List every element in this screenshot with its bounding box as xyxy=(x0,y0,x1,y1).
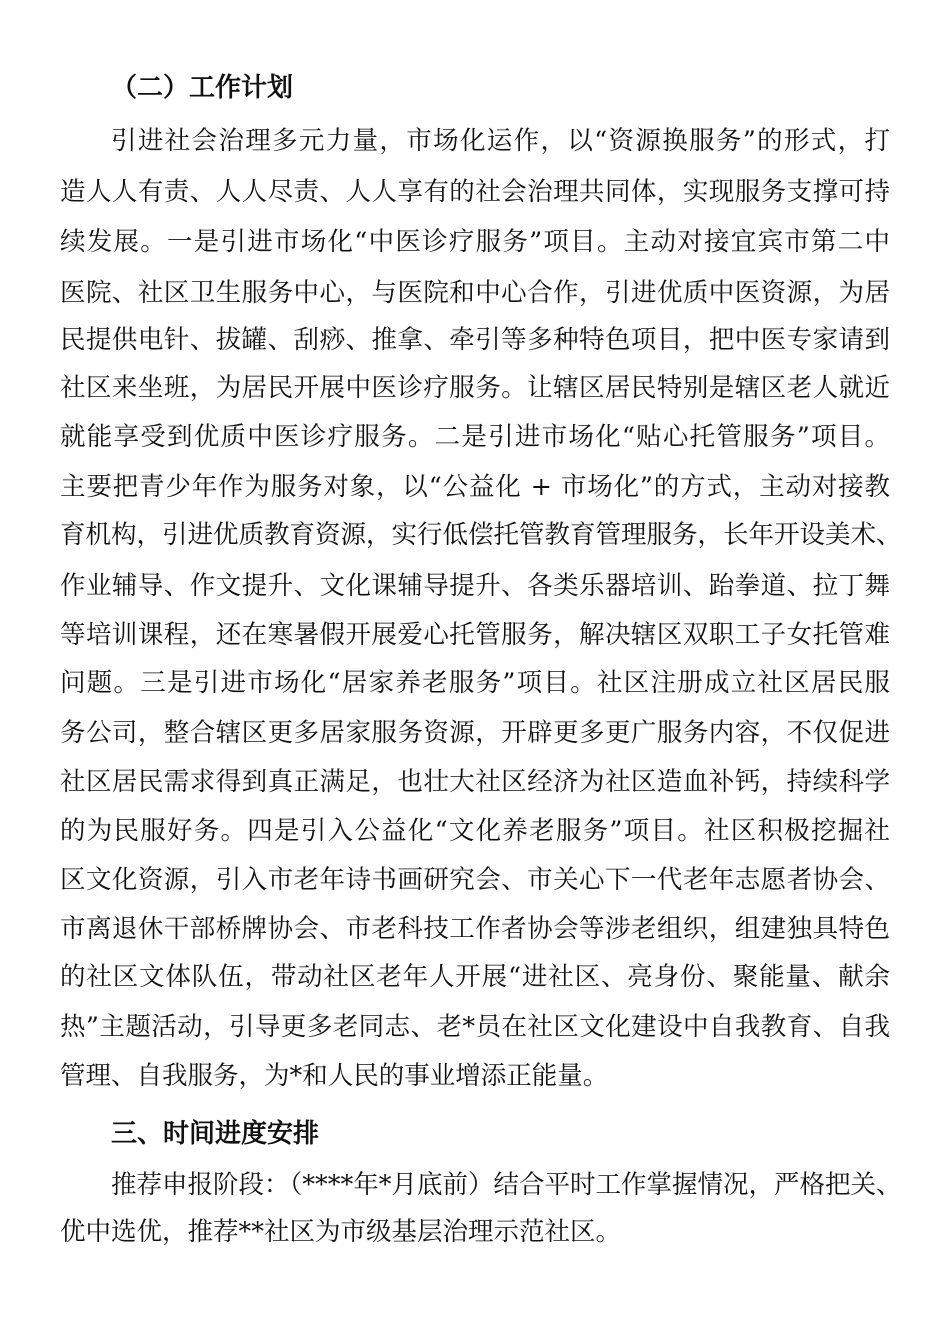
paragraph-1-line: 管理、自我服务，为*和人民的事业增添正能量。 xyxy=(60,1061,609,1091)
paragraph-1-line: 育机构，引进优质教育资源，实行低偿托管教育管理服务，长年开设美术、 xyxy=(60,520,902,550)
section-heading-schedule: 三、时间进度安排 xyxy=(111,1119,320,1149)
paragraph-2-line: 推荐申报阶段：（****年*月底前）结合平时工作掌握情况，严格把关、 xyxy=(111,1170,902,1200)
paragraph-1-line: 市离退休干部桥牌协会、市老科技工作者协会等涉老组织，组建独具特色 xyxy=(60,914,890,944)
paragraph-1-line: 造人人有责、人人尽责、人人享有的社会治理共同体，实现服务支撑可持 xyxy=(60,177,890,207)
paragraph-1-line: 医院、社区卫生服务中心，与医院和中心合作，引进优质中医资源，为居 xyxy=(60,278,890,308)
paragraph-1-line: 民提供电针、拔罐、刮痧、推拿、牵引等多种特色项目，把中医专家请到 xyxy=(60,325,890,355)
paragraph-1-line: 作业辅导、作文提升、文化课辅导提升、各类乐器培训、跆拳道、拉丁舞 xyxy=(60,571,890,601)
paragraph-1-line: 社区居民需求得到真正满足，也壮大社区经济为社区造血补钙，持续科学 xyxy=(60,767,890,797)
paragraph-2-line: 优中选优，推荐**社区为市级基层治理示范社区。 xyxy=(60,1217,622,1247)
paragraph-1-line: 问题。三是引进市场化“居家养老服务”项目。社区注册成立社区居民服 xyxy=(60,668,890,698)
paragraph-1-line: 引进社会治理多元力量，市场化运作，以“资源换服务”的形式，打 xyxy=(111,126,890,156)
paragraph-1-line: 的为民服好务。四是引入公益化“文化养老服务”项目。社区积极挖掘社 xyxy=(60,816,890,846)
paragraph-1-line: 续发展。一是引进市场化“中医诊疗服务”项目。主动对接宜宾市第二中 xyxy=(60,227,890,257)
paragraph-1-line: 的社区文体队伍，带动社区老年人开展“进社区、亮身份、聚能量、献余 xyxy=(60,962,890,992)
paragraph-1-line: 等培训课程，还在寒暑假开展爱心托管服务，解决辖区双职工子女托管难 xyxy=(60,620,890,650)
paragraph-1-line: 务公司，整合辖区更多居家服务资源，开辟更多更广服务内容，不仅促进 xyxy=(60,718,890,748)
paragraph-1-line: 热”主题活动，引导更多老同志、老*员在社区文化建设中自我教育、自我 xyxy=(60,1012,890,1042)
paragraph-1-line: 主要把青少年作为服务对象，以“公益化 + 市场化”的方式，主动对接教 xyxy=(60,472,890,502)
paragraph-1-line: 社区来坐班，为居民开展中医诊疗服务。让辖区居民特别是辖区老人就近 xyxy=(60,373,890,403)
sub-heading-work-plan: （二）工作计划 xyxy=(111,73,294,103)
paragraph-1-line: 区文化资源，引入市老年诗书画研究会、市关心下一代老年志愿者协会、 xyxy=(60,865,890,895)
paragraph-1-line: 就能享受到优质中医诊疗服务。二是引进市场化“贴心托管服务”项目。 xyxy=(60,422,890,452)
